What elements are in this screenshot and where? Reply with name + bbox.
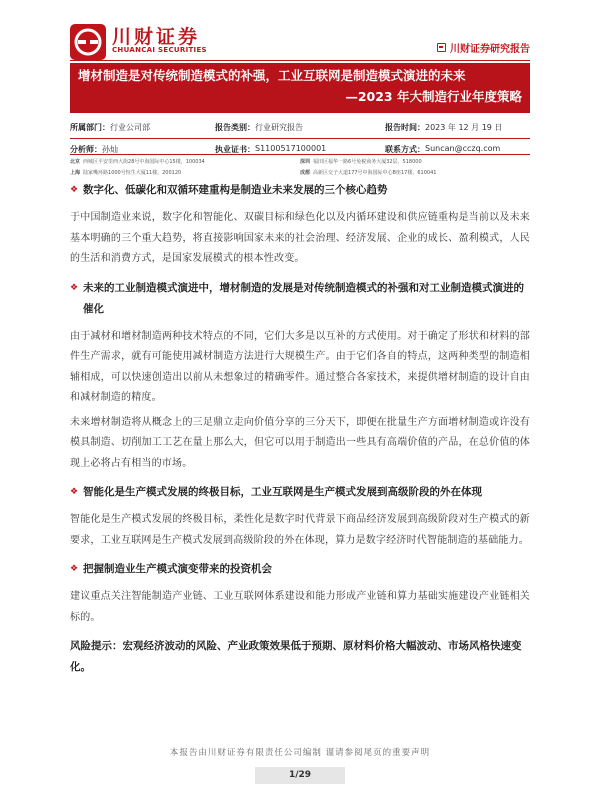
office-addresses (70, 156, 530, 178)
license-label: 执业证书： (215, 144, 255, 154)
footer-disclaimer: 本报告由川财证券有限责任公司编制 谨请参阅尾页的重要声明 (169, 748, 431, 758)
section-heading: ❖ 数字化、低碳化和双循环建重构是制造业未来发展的三个核心趋势 (70, 180, 530, 201)
report-body (70, 180, 530, 678)
address-item: 成都 高新区交子大道177号中海国际中心B座17楼，610041 (300, 170, 437, 176)
category-label: 报告类别： (215, 122, 255, 132)
report-icon (437, 43, 446, 52)
address-item: 深圳 福田区福华一路6号免税商务大厦32层，518000 (300, 159, 422, 165)
report-type-text: 川财证券研究报告 (450, 44, 530, 55)
section-paragraph: 建议重点关注智能制造产业链、工业互联网体系建设和能力形成产业链和算力基础实施建设产业链相关标的。 (70, 591, 530, 623)
category-value: 行业研究报告 (255, 122, 303, 132)
page-number: 1/29 (255, 767, 345, 784)
diamond-bullet-icon: ❖ (70, 185, 79, 195)
header-divider (70, 60, 530, 61)
risk-warning: 风险提示：宏观经济波动的风险、产业政策效果低于预期、原材料价格大幅波动、市场风格快速变化。 (70, 640, 522, 673)
date-label: 报告时间： (385, 122, 425, 132)
dept-value: 行业公司部 (110, 122, 150, 132)
meta-divider-2 (70, 154, 530, 155)
address-item: 北京 西城区平安里西大街28号中海国际中心15楼，100034 (70, 159, 205, 165)
dept-label: 所属部门： (70, 122, 110, 132)
meta-divider-1 (70, 138, 530, 139)
diamond-bullet-icon: ❖ (70, 282, 79, 293)
contact-value: Suncan@cczq.com (425, 143, 501, 153)
company-name-en: CHUANCAI SECURITIES (112, 46, 207, 54)
meta-row-1 (70, 116, 530, 138)
report-title: 增材制造是对传统制造模式的补强，工业互联网是制造模式演进的未来 (78, 68, 466, 83)
section-paragraph: 智能化是生产模式发展的终极目标，柔性化是数字时代背景下商品经济发展到高级阶段对生产模式的新要求，工业互联网是生产模式发展到高级阶段的外在体现，算力是数字经济时代智能制造的基础能力。 (70, 514, 530, 546)
date-value: 2023 年 12 月 19 日 (425, 122, 503, 132)
report-type-label (437, 40, 530, 55)
report-subtitle: —2023 年大制造行业年度策略 (345, 89, 522, 104)
company-logo-icon (70, 24, 106, 60)
section-heading: ❖ 把握制造业生产模式演变带来的投资机会 (70, 559, 530, 580)
diamond-bullet-icon: ❖ (70, 487, 79, 497)
section-heading: ❖ 未来的工业制造模式演进中，增材制造的发展是对传统制造模式的补强和对工业制造模式演进的催化 (70, 278, 530, 320)
analyst-value: 孙灿 (102, 144, 118, 154)
section-heading: ❖ 智能化是生产模式发展的终极目标，工业互联网是生产模式发展到高级阶段的外在体现 (70, 482, 530, 503)
company-name-cn: 川财证券 (112, 26, 201, 48)
contact-label: 联系方式： (385, 144, 425, 154)
analyst-label: 分析师： (70, 144, 102, 154)
title-banner (70, 63, 530, 113)
license-value: S1100517100001 (255, 143, 327, 153)
section-paragraph: 由于减材和增材制造两种技术特点的不同，它们大多是以互补的方式使用。对于确定了形状和材料的部件生产需求，就有可能使用减材制造方法进行大规模生产。由于它们各自的特点，这两种类型的制造相辅相成，可以快速创造出以前从未想象过的精确零件。通过整合各家技术，来提供增材制造的设计自由和减材制造的精度。 (70, 330, 530, 403)
address-item: 上海 陆家嘴环路1000号恒生大厦11楼，200120 (70, 170, 182, 176)
section-paragraph: 未来增材制造将从概念上的三足鼎立走向价值分享的三分天下，即便在批量生产方面增材制造或许没有模具制造、切削加工工艺在量上那么大，但它可以用于制造出一些具有高端价值的产品，在总价值的体现上必将占有相当的市场。 (70, 416, 530, 469)
diamond-bullet-icon: ❖ (70, 564, 79, 574)
section-paragraph: 于中国制造业来说，数字化和智能化、双碳目标和绿色化以及内循环建设和供应链重构是当前以及未来基本明确的三个重大趋势，将直接影响国家未来的社会治理、经济发展、企业的成长、盈利模式，人民的生活和消费方式，是国家发展模式的根本性改变。 (70, 212, 530, 264)
